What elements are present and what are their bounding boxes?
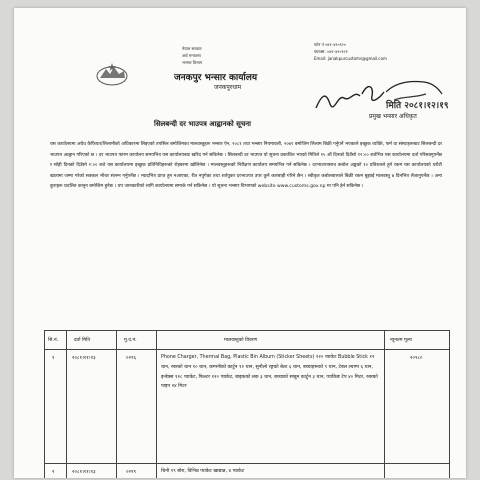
header-case-no: मु.द.नं.: [124, 338, 137, 343]
header-price: न्यूनतम मूल्य: [390, 338, 412, 343]
row1-serial: १: [52, 356, 55, 361]
row2-case-no: ०२९९: [126, 470, 136, 475]
notice-title: सिलबन्दी दर भाउपत्र आह्वानको सूचना: [154, 120, 251, 128]
row1-date: २०८१।११।१३: [72, 356, 96, 361]
phone-number: फोन नं ०४१–४२०९२०: [314, 42, 346, 47]
header-serial: सि.नं.: [48, 338, 59, 343]
government-name: नेपाल सरकार: [182, 46, 202, 51]
notice-body: यस कार्यालयमा अवैध कैफियत/लिलामीको अधिकारमा लिइएको तपसिल बमोजिमका मालवस्तुहरू भन्सार ऐन, २०८१ तथा भन्सार नियमावली, २०७९ बमोजिम लिलाम बिक्री गर्नुपर्ने भएकाले इच्छुक व्यक्ति, फर्म वा संस्थाहरूबाट सिलबन्दी दर भाउपत्र आह्वान गरिएको छ । दर भाउपत्र फारम कार्यालय समयभित्र यस कार्यालयबाट खरिद गर्न सकिनेछ । सिलबन्दी दर भाउपत्र यो सूचना प्रकाशित भएको मितिले १५ औं दिनको दिउँसो १२:०० बजेभित्र यस कार्यालयमा दर्ता गरिसक्नुपर्नेछ र सोही दिनको दिउँसो २:०० बजे यस कार्यालयमा इच्छुक प्रतिनिधिहरूको रोहबरमा खोलिनेछ । मालवस्तुहरूको निरीक्षण कार्यालय समयभित्र गर्न सकिनेछ । दरभाउपत्रसाथ कबोल अङ्कको १० प्रतिशतले हुने रकम यस कार्यालयको धरौटी खातामा जम्मा गरेको सक्कल भौचर संलग्न गर्नुपर्नेछ । म्यादभित्र प्राप्त हुन नआएका, रीत नपुगेका तथा शर्तयुक्त दरभाउपत्र उपर कुनै कारबाही गरिने छैन । स्वीकृत कबोलवालाले बिक्री रकम बुझाई मालवस्तु ७ दिनभित्र लैजानुपर्नेछ । अन्य कुराहरू प्रचलित कानुन बमोजिम हुनेछ । थप जानकारीको लागि कार्यालयमा सम्पर्क गर्न सकिनेछ । यो सूचना भन्सार विभागको website www.customs.gov.np मा पनि हेर्न सकिनेछ ।: [50, 142, 442, 190]
department-name: भन्सार विभाग: [182, 60, 203, 65]
header-date: दर्ता मिति: [74, 338, 91, 343]
fax-number: फ्याक्स: ०४१–४२०९२१: [314, 49, 348, 54]
row1-case-no: ०२९६: [126, 356, 136, 361]
header-description: मालवस्तुको विवरण: [224, 338, 258, 343]
ministry-name: अर्थ मन्त्रालय: [182, 53, 201, 58]
nepal-emblem-logo: [94, 60, 130, 88]
row2-serial: २: [52, 470, 55, 475]
row1-price: २०९८०: [410, 356, 423, 361]
row1-description: Phone Charger, Thermal Bag, Plastic Bin Album (Sticker Sheets) १२० प्याकेट Bubble Stick १२ थान, रबरको थान १० थान, कम्पनीको कार्टुन १२ थान, सुनौलो रङ्गको बेल्ट ६ थान, बच्चाहरूको ९ थान, टेबल ल्याम्प ६ थान, इन्डेक्स १२८ प्याकेट, फिल्टर १२० प्याकेट, बाइकको लक ३ थान, बच्चाको साबुन कार्टुन ३ थान, प्याकिङ टेप ४० मिटर, रबरको पाइप २४ मिटर: [161, 355, 378, 390]
email-address: Email: janakpurcustoms@gmail.com: [314, 56, 387, 61]
signature-date: मिति २०८१।१२।१९: [386, 101, 449, 111]
office-location: जनकपुरधाम: [214, 84, 242, 91]
row2-date: २०८१।११।१३: [72, 470, 96, 475]
row2-description: चिनी १९ बोरा, विभिन्न प्याकेट खाद्यान्न, ४ प्याकेट: [161, 469, 245, 474]
office-name: जनकपुर भन्सार कार्यालय: [174, 73, 258, 83]
signer-title: प्रमुख भन्सार अधिकृत: [369, 113, 417, 120]
document-page: [14, 8, 466, 478]
goods-table: [44, 330, 450, 478]
